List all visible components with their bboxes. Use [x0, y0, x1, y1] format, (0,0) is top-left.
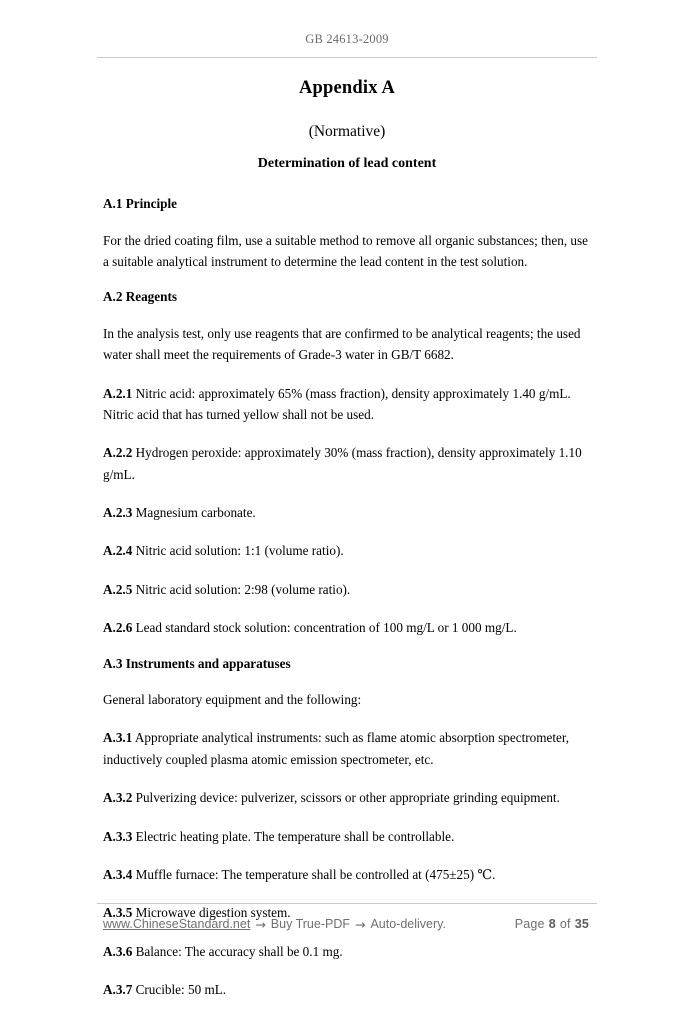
clause-text: Crucible: 50 mL. [135, 982, 227, 997]
clause-text: Hydrogen peroxide: approximately 30% (mass fraction), density approximately 1.10 g/mL. [103, 445, 582, 482]
section-heading-a3: A.3 Instruments and apparatuses [103, 655, 291, 671]
footer-promo [103, 917, 446, 932]
clause-a3-4 [103, 864, 591, 885]
clause-text: Lead standard stock solution: concentration of 100 mg/L or 1 000 mg/L. [135, 620, 517, 636]
clause-a3-1 [103, 727, 591, 770]
footer-promo-delivery: Auto-delivery. [370, 917, 446, 931]
clause-text: Nitric acid: approximately 65% (mass fraction), density approximately 1.40 g/mL. Nitric acid that has turned yellow shall not be used. [103, 385, 571, 422]
clause-label: A.2.6 [103, 620, 133, 636]
section-heading-a2: A.2 Reagents [103, 289, 177, 305]
clause-label: A.2.5 [103, 581, 133, 597]
page-footer [103, 914, 591, 934]
clause-text: Balance: The accuracy shall be 0.1 mg. [135, 943, 343, 959]
chinesestandard-link[interactable]: www.ChineseStandard.net [103, 917, 251, 931]
of-word: of [559, 917, 571, 931]
clause-label: A.3.6 [103, 943, 133, 959]
clause-text: Microwave digestion system. [135, 905, 291, 921]
clause-text: Electric heating plate. The temperature shall be controllable. [135, 828, 455, 844]
paragraph-a2-p1 [103, 323, 591, 366]
page-header [97, 30, 597, 48]
clause-label: A.3.4 [103, 866, 133, 882]
current-page-number: 8 [548, 917, 556, 931]
clause-text: Nitric acid solution: 1:1 (volume ratio). [135, 543, 344, 559]
clause-a3-3 [103, 826, 591, 847]
clause-label: A.2.3 [103, 505, 133, 520]
clause-a2-6 [103, 617, 591, 638]
header-divider [97, 57, 597, 58]
appendix-title: Appendix A [298, 78, 396, 98]
appendix-subject-title: Determination of lead content [257, 156, 437, 171]
clause-label: A.3.7 [103, 982, 133, 997]
paragraph-text: In the analysis test, only use reagents that are confirmed to be analytical reagents; the used water shall meet the requirements of Grade-3 water in GB/T 6682. [103, 325, 581, 363]
appendix-normative-label: (Normative) [308, 123, 386, 140]
clause-a2-4 [103, 540, 591, 561]
paragraph-text: General laboratory equipment and the following: [103, 692, 362, 707]
clause-a2-1 [103, 383, 591, 426]
page-word: Page [514, 917, 545, 931]
clause-a3-7 [103, 979, 591, 1000]
clause-text: Nitric acid solution: 2:98 (volume ratio). [135, 581, 351, 597]
clause-label: A.2.2 [103, 445, 133, 461]
clause-a3-2 [103, 787, 591, 808]
document-body [103, 78, 591, 1017]
arrow-right-icon: → [255, 916, 266, 932]
clause-text: Appropriate analytical instruments: such as flame atomic absorption spectrometer, inductively coupled plasma atomic emission spectrometer, etc. [103, 730, 570, 767]
clause-text: Muffle furnace: The temperature shall be controlled at (475±25) ℃. [135, 866, 496, 882]
clause-a3-6 [103, 941, 591, 962]
paragraph-a1-p1 [103, 230, 591, 273]
clause-text: Pulverizing device: pulverizer, scissors or other appropriate grinding equipment. [135, 790, 560, 806]
clause-a2-5 [103, 579, 591, 600]
clause-label: A.2.1 [103, 385, 133, 401]
footer-divider [97, 903, 597, 904]
paragraph-text: For the dried coating film, use a suitable method to remove all organic substances; then, use a suitable analytical instrument to determine the lead content in the test solution. [103, 232, 589, 269]
clause-label: A.3.5 [103, 905, 133, 921]
clause-label: A.3.2 [103, 790, 133, 806]
clause-label: A.3.1 [103, 730, 133, 746]
clause-text: Magnesium carbonate. [135, 505, 256, 520]
clause-a2-2 [103, 442, 591, 485]
standard-code: GB 24613-2009 [305, 32, 389, 46]
clause-label: A.3.3 [103, 828, 133, 844]
total-page-count: 35 [574, 917, 589, 931]
section-heading-a1: A.1 Principle [103, 196, 177, 211]
footer-promo-buy: Buy True-PDF [270, 917, 350, 931]
clause-a2-3 [103, 502, 591, 523]
clause-label: A.2.4 [103, 543, 133, 559]
arrow-right-icon: → [354, 916, 366, 932]
page-indicator [515, 917, 591, 931]
paragraph-a3-p1 [103, 689, 591, 710]
